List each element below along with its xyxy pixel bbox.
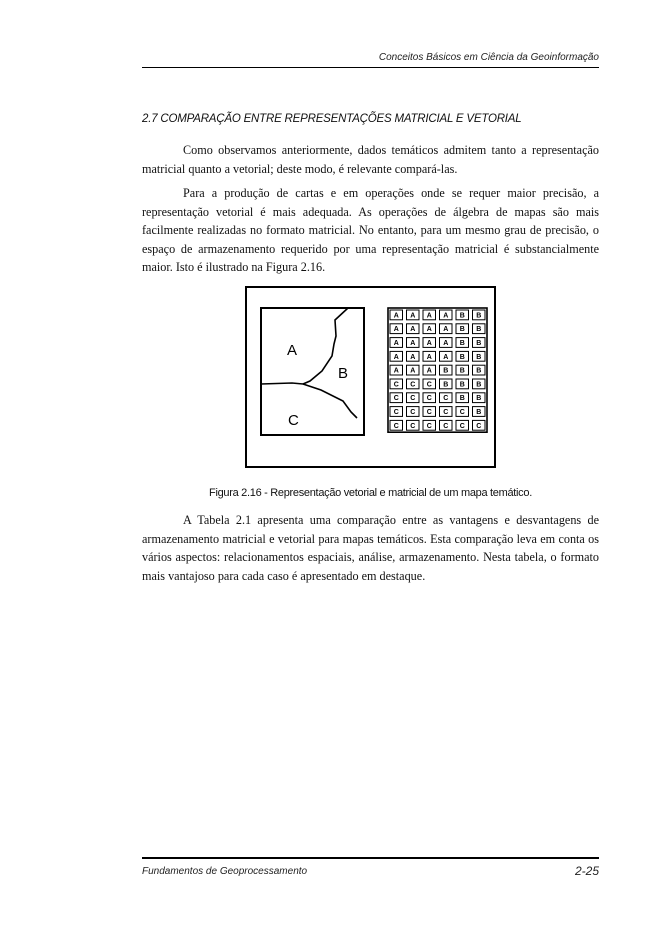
raster-cell-label: A: [443, 353, 449, 361]
raster-cell-label: A: [426, 367, 432, 375]
raster-cell-label: A: [426, 326, 432, 334]
header-rule: [142, 67, 599, 68]
raster-cell-label: C: [443, 409, 449, 416]
raster-cell-label: C: [393, 422, 399, 430]
raster-cell-label: B: [476, 409, 482, 416]
raster-cell-label: B: [459, 395, 465, 403]
paragraph-3: A Tabela 2.1 apresenta uma comparação entre as vantagens e desvantagens de armazenamento matricial e vetorial para mapas temáticos. Esta comparação leva em conta os vários aspectos: relacionamentos espaciais, análise, armazenamento. Nesta tabela, o formato mais vantajoso para cada caso é apresentado em destaque.: [142, 513, 599, 583]
raster-cell-label: C: [459, 422, 465, 430]
running-header: Conceitos Básicos em Ciência da Geoinformação: [378, 52, 599, 63]
paragraph-2: Para a produção de cartas e em operações onde se requer maior precisão, a representação vetorial é mais adequada. As operações de álgebra de mapas são mais facilmente realizadas no formato matricial. No entanto, para um mesmo grau de precisão, o espaço de armazenamento requerido por uma representação matricial é substancialmente maior. Isto é ilustrado na Figura 2.16.: [142, 186, 599, 274]
boundary-bc-line: [303, 384, 357, 418]
raster-cell-label: A: [410, 312, 416, 320]
footer-rule: [142, 857, 599, 859]
raster-cell-label: C: [393, 395, 399, 403]
raster-cell-label: B: [476, 395, 482, 403]
raster-cell-label: B: [459, 381, 465, 389]
raster-cell-label: B: [459, 326, 465, 334]
raster-cell-label: A: [426, 340, 432, 347]
raster-cell-label: B: [443, 367, 449, 375]
region-label-b: B: [338, 365, 349, 382]
vector-map: [261, 308, 364, 435]
raster-cell-label: A: [426, 353, 432, 361]
raster-cell-label: B: [476, 340, 482, 347]
figure-2-16: [245, 286, 496, 468]
raster-cell-label: B: [476, 353, 482, 361]
raster-cell-label: A: [393, 340, 399, 347]
raster-cell-label: A: [410, 326, 416, 334]
raster-cell-label: C: [443, 422, 449, 430]
figure-caption: Figura 2.16 - Representação vetorial e matricial de um mapa temático.: [209, 487, 532, 499]
vector-map-frame: [261, 308, 364, 435]
raster-cell-label: A: [426, 312, 432, 320]
raster-cell-label: C: [426, 409, 432, 416]
raster-cell-label: C: [426, 422, 432, 430]
raster-cell-label: A: [410, 340, 416, 347]
raster-cell-label: C: [426, 395, 432, 403]
raster-cell-label: A: [393, 353, 399, 361]
raster-cell-label: A: [393, 326, 399, 334]
raster-cell-label: A: [410, 367, 416, 375]
raster-cell-label: C: [410, 381, 416, 389]
raster-cell-label: B: [476, 381, 482, 389]
raster-map: [388, 308, 487, 432]
raster-cell-label: C: [410, 395, 416, 403]
raster-cell-label: C: [393, 409, 399, 416]
raster-cell-label: A: [410, 353, 416, 361]
raster-cell-label: A: [443, 312, 449, 320]
raster-cell-label: B: [476, 367, 482, 375]
raster-cell-label: C: [426, 381, 432, 389]
raster-cell-label: A: [443, 326, 449, 334]
raster-cell-label: C: [443, 395, 449, 403]
raster-cell-label: B: [476, 312, 482, 320]
raster-cell-label: C: [410, 422, 416, 430]
raster-cell-label: C: [459, 409, 465, 416]
raster-cell-label: C: [476, 422, 482, 430]
raster-cell-label: B: [459, 367, 465, 375]
boundary-ac-line: [261, 383, 303, 384]
region-label-a: A: [287, 342, 298, 359]
raster-cell-label: B: [459, 340, 465, 347]
raster-cell-label: A: [393, 367, 399, 375]
raster-cell-label: C: [393, 381, 399, 389]
raster-cell-label: B: [443, 381, 449, 389]
footer-book-title: Fundamentos de Geoprocessamento: [142, 866, 308, 877]
raster-cell-label: B: [459, 353, 465, 361]
raster-cell-label: B: [476, 326, 482, 334]
raster-cell-label: C: [410, 409, 416, 416]
paragraph-1: Como observamos anteriormente, dados temáticos admitem tanto a representação matricial quanto a vetorial; deste modo, é relevante compará-las.: [142, 143, 599, 176]
section-heading: 2.7 COMPARAÇÃO ENTRE REPRESENTAÇÕES MATRICIAL E VETORIAL: [142, 113, 522, 125]
raster-cell-label: A: [443, 340, 449, 347]
figure-illustration: [247, 288, 494, 466]
raster-cell-label: B: [459, 312, 465, 320]
region-label-c: C: [288, 412, 299, 429]
page-number: 2-25: [574, 864, 599, 878]
raster-cell-label: A: [393, 312, 399, 320]
